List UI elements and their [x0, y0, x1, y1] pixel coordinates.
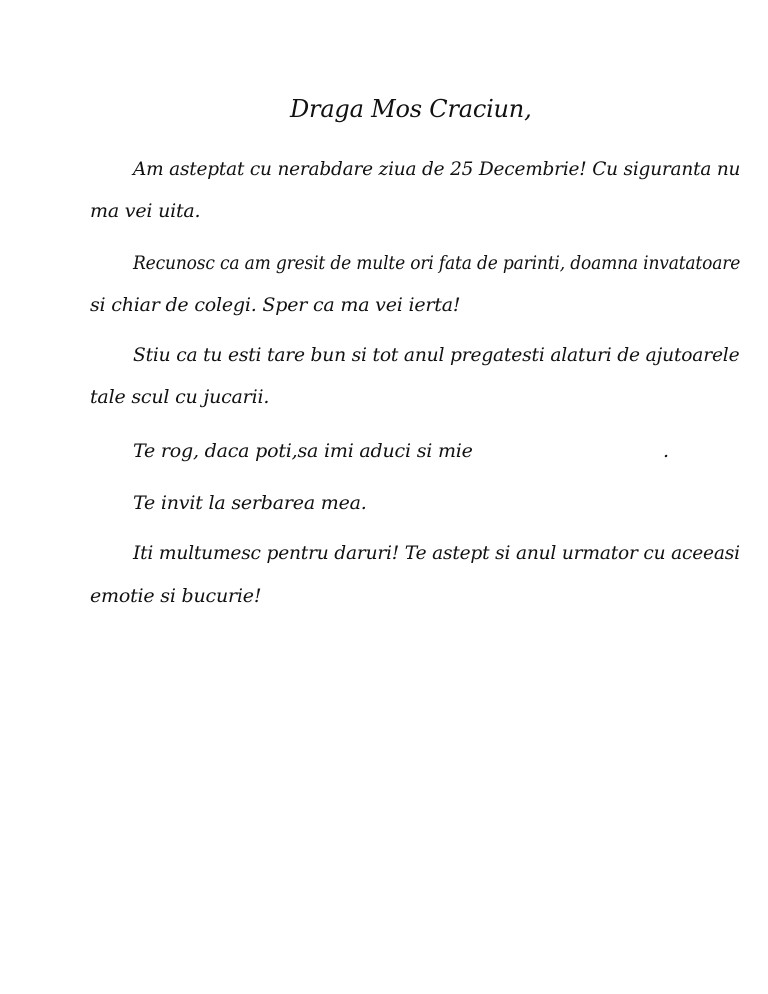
paragraph-4-line-1: Te rog, daca poti,sa imi aduci si mie	[133, 440, 473, 462]
letter-title: Draga Mos Craciun,	[290, 95, 532, 123]
paragraph-1-line-1: Am asteptat cu nerabdare ziua de 25 Decembrie! Cu siguranta nu	[133, 158, 741, 180]
paragraph-6-line-1: Iti multumesc pentru daruri! Te astept si anul urmator cu aceeasi	[133, 542, 740, 564]
paragraph-2-line-2: si chiar de colegi. Sper ca ma vei ierta!	[90, 294, 461, 316]
paragraph-5-line-1: Te invit la serbarea mea.	[133, 492, 367, 514]
paragraph-1-line-2: ma vei uita.	[90, 200, 201, 222]
paragraph-6-line-2: emotie si bucurie!	[90, 585, 262, 607]
paragraph-3-line-2: tale scul cu jucarii.	[90, 386, 270, 408]
paragraph-3-line-1: Stiu ca tu esti tare bun si tot anul pregatesti alaturi de ajutoarele	[133, 344, 740, 366]
paragraph-2-line-1: Recunosc ca am gresit de multe ori fata de parinti, doamna invatatoare	[133, 252, 741, 274]
paragraph-4-end-mark: .	[663, 440, 669, 462]
